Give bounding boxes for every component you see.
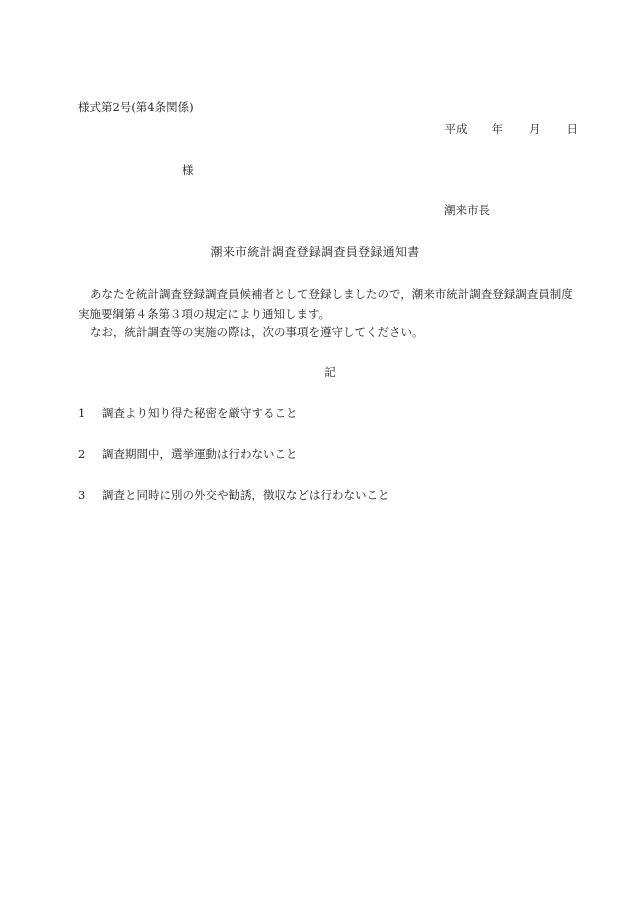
list-item xyxy=(78,446,298,462)
ki-heading: 記 xyxy=(324,365,336,379)
item-text: 調査より知り得た秘密を厳守すること xyxy=(102,406,298,420)
date-day: 日 xyxy=(566,122,578,136)
sender: 潮来市長 xyxy=(444,203,490,217)
item-number: 2 xyxy=(78,447,86,461)
item-text: 調査期間中，選挙運動は行わないこと xyxy=(102,447,298,461)
body-paragraph-1: あなたを統計調査登録調査員候補者として登録しましたので，潮来市統計調査登録調査員制度実施要綱第４条第３項の規定により通知します。 xyxy=(78,287,573,321)
addressee-suffix: 様 xyxy=(182,163,194,177)
date-month: 月 xyxy=(529,122,541,136)
list-item xyxy=(78,405,298,421)
item-text: 調査と同時に別の外交や勧誘，徴収などは行わないこと xyxy=(102,488,390,502)
item-number: 3 xyxy=(78,488,86,502)
date-year: 年 xyxy=(491,122,503,136)
body-paragraph-2: なお，統計調査等の実施の際は，次の事項を遵守してください。 xyxy=(90,325,424,339)
form-number: 様式第2号(第4条関係) xyxy=(78,100,194,114)
item-number: 1 xyxy=(78,406,86,420)
date-era: 平成 xyxy=(444,122,468,136)
document-title: 潮来市統計調査登録調査員登録通知書 xyxy=(210,245,420,259)
date-line xyxy=(445,121,579,137)
list-item xyxy=(78,487,390,503)
